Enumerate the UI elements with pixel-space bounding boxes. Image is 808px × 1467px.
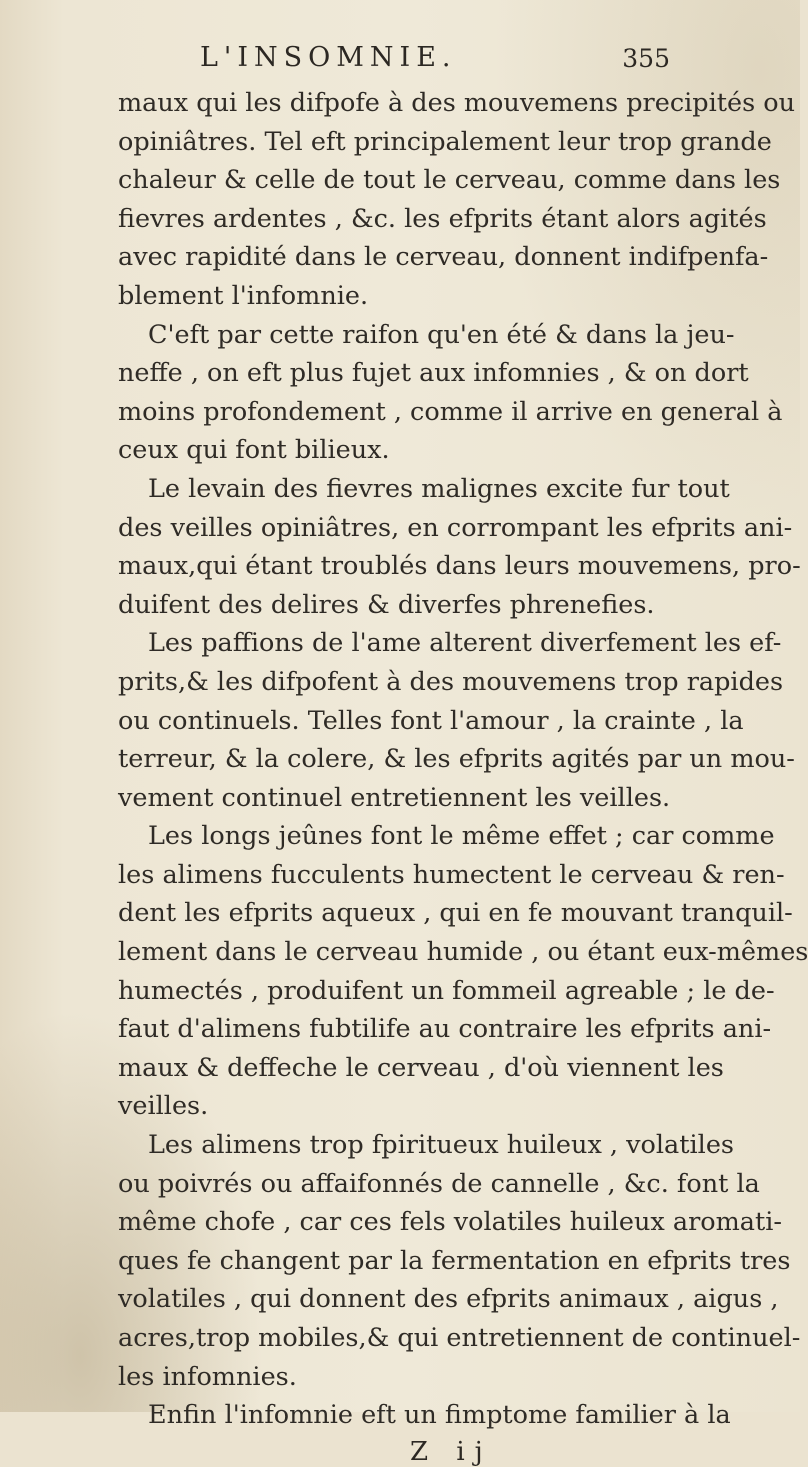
text-line: veilles.	[118, 1091, 209, 1122]
text-line: Les alimens trop fpiritueux huileux , volatiles	[148, 1130, 734, 1161]
text-line: faut d'alimens fubtilife au contraire les efprits ani-	[118, 1014, 772, 1045]
text-line: des veilles opiniâtres, en corrompant les efprits ani-	[118, 512, 793, 543]
text-line: C'eft par cette raifon qu'en été & dans la jeu-	[148, 319, 735, 350]
text-line: acres,trop mobiles,& qui entretiennent de continuel-	[118, 1323, 801, 1353]
running-title: L'INSOMNIE.	[200, 42, 457, 73]
text-line: chaleur & celle de tout le cerveau, comme dans les	[118, 165, 781, 196]
text-line: blement l'infomnie.	[118, 280, 369, 311]
text-line: moins profondement , comme il arrive en general à	[118, 396, 783, 427]
text-line: ques fe changent par la fermentation en efprits tres	[118, 1245, 791, 1276]
text-line: prits,& les difpofent à des mouvemens trop rapides	[118, 666, 784, 697]
text-line: Le levain des fievres malignes excite fur tout	[148, 473, 730, 504]
page-header	[200, 42, 670, 82]
text-line: maux & deffeche le cerveau , d'où viennent les	[118, 1052, 724, 1083]
text-line: avec rapidité dans le cerveau, donnent indifpenfa-	[118, 242, 769, 273]
text-line: volatiles , qui donnent des efprits animaux , aigus ,	[118, 1284, 779, 1315]
text-line: Les paffions de l'ame alterent diverfement les ef-	[148, 628, 782, 659]
body-text	[118, 84, 808, 1435]
text-line: opiniâtres. Tel eft principalement leur trop grande	[118, 126, 772, 157]
text-line: les alimens fucculents humectent le cerveau & ren-	[118, 859, 785, 890]
text-line: humectés , produifent un fommeil agreable ; le de-	[118, 975, 775, 1006]
text-line: duifent des delires & diverfes phrenefies.	[118, 589, 655, 620]
text-line: même chofe , car ces fels volatiles huileux aromati-	[118, 1207, 783, 1238]
text-line: maux qui les difpofe à des mouvemens precipités ou	[118, 88, 796, 118]
text-line: lement dans le cerveau humide , ou étant eux-mêmes	[118, 937, 808, 968]
text-line: maux,qui étant troublés dans leurs mouvemens, pro-	[118, 551, 801, 582]
text-line: Les longs jeûnes font le même effet ; car comme	[148, 821, 775, 852]
text-line: dent les efprits aqueux , qui en fe mouvant tranquil-	[118, 898, 793, 929]
text-line: terreur, & la colere, & les efprits agités par un mou-	[118, 744, 795, 775]
text-line: vement continuel entretiennent les veilles.	[118, 782, 671, 813]
text-line: neffe , on eft plus fujet aux infomnies , & on dort	[118, 358, 749, 389]
page-number: 355	[622, 44, 670, 73]
text-line: ceux qui font bilieux.	[118, 435, 390, 466]
text-line: Enfin l'infomnie eft un fimptome familier à la	[148, 1400, 731, 1431]
signature-mark: Z ij	[410, 1437, 493, 1467]
text-line: les infomnies.	[118, 1361, 297, 1392]
text-line: fievres ardentes , &c. les efprits étant alors agités	[118, 203, 767, 234]
text-line: ou poivrés ou affaifonnés de cannelle , &c. font la	[118, 1168, 760, 1199]
text-line: ou continuels. Telles font l'amour , la crainte , la	[118, 705, 744, 736]
